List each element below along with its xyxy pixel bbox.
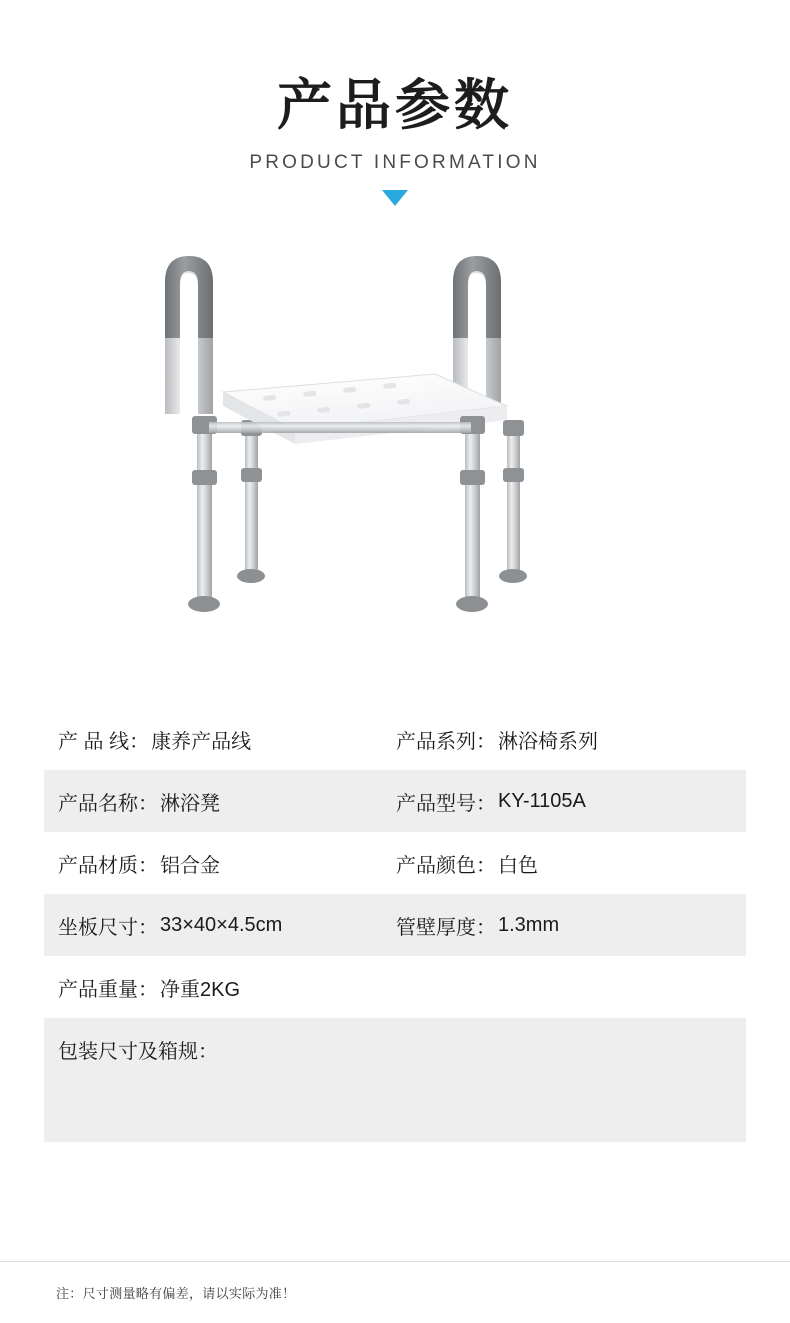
spec-cell-right [382, 894, 746, 956]
table-row [44, 1080, 746, 1142]
spec-value: 淋浴凳 [160, 792, 220, 815]
shower-stool-illustration [135, 224, 655, 674]
table-row [44, 770, 746, 832]
specification-table [44, 708, 746, 1142]
table-row [44, 1018, 746, 1080]
spec-label: 产品重量： [58, 978, 158, 1001]
spec-label: 产品系列： [396, 730, 496, 753]
product-image [0, 224, 790, 694]
footnote-bar [0, 1261, 790, 1323]
spec-label: 产品材质： [58, 854, 158, 877]
table-row [44, 894, 746, 956]
spec-label: 包装尺寸及箱规： [58, 1040, 218, 1063]
footnote-text: 注：尺寸测量略有偏差，请以实际为准！ [56, 1286, 296, 1301]
table-row [44, 708, 746, 770]
spec-value: 白色 [498, 854, 538, 877]
spec-cell-left [44, 1018, 382, 1080]
spec-value: 淋浴椅系列 [498, 730, 598, 753]
spec-cell-left [44, 832, 382, 894]
spec-cell-right [382, 708, 746, 770]
spec-cell-right [382, 1080, 746, 1142]
spec-cell-left [44, 770, 382, 832]
spec-label: 管壁厚度： [396, 916, 496, 939]
spec-label: 产品颜色： [396, 854, 496, 877]
table-row [44, 956, 746, 1018]
spec-label: 产品型号： [396, 792, 496, 815]
spec-value: 33×40×4.5cm [160, 913, 283, 936]
page-subtitle: PRODUCT INFORMATION [249, 152, 541, 173]
spec-cell-left [44, 894, 382, 956]
spec-value: KY-1105A [498, 789, 586, 812]
spec-label: 坐板尺寸： [58, 916, 158, 939]
spec-value: 铝合金 [160, 854, 220, 877]
page-title: 产品参数 [276, 74, 513, 136]
spec-cell-right [382, 832, 746, 894]
spec-cell-right [382, 956, 746, 1018]
spec-label: 产品名称： [58, 792, 158, 815]
spec-cell-left [44, 708, 382, 770]
spec-label: 产 品 线： [58, 730, 150, 753]
spec-value: 康养产品线 [151, 730, 252, 753]
triangle-down-icon [382, 190, 408, 206]
spec-cell-right [382, 770, 746, 832]
spec-cell-left [44, 956, 382, 1018]
page-header [0, 0, 790, 206]
spec-cell-right [382, 1018, 746, 1080]
table-row [44, 832, 746, 894]
spec-value: 净重2KG [160, 978, 241, 1001]
spec-value: 1.3mm [498, 913, 560, 936]
spec-cell-left [44, 1080, 382, 1142]
